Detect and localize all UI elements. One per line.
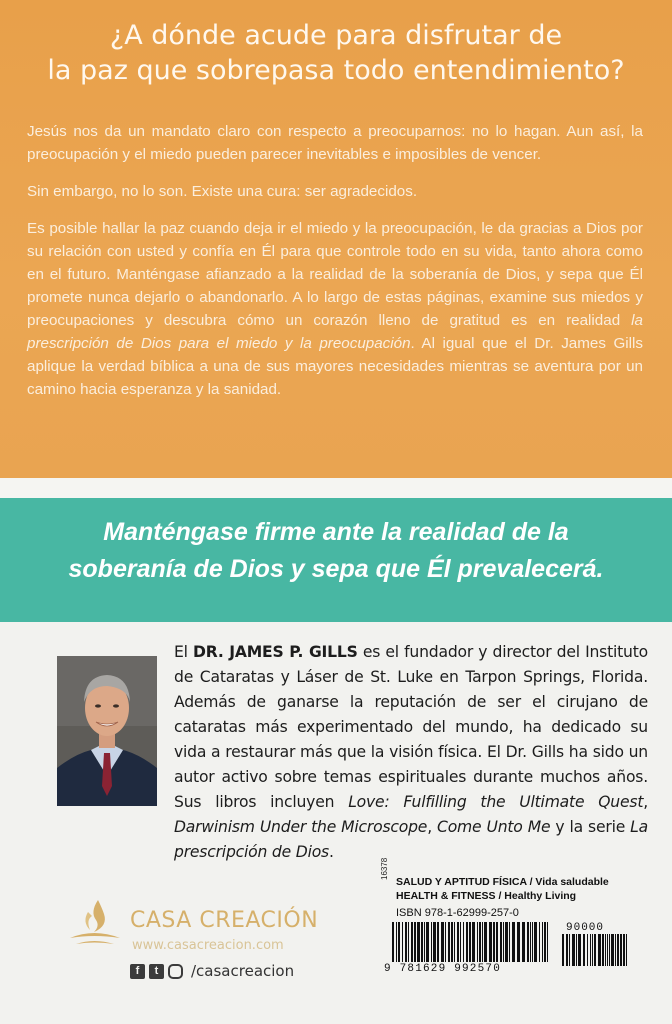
barcode-bar (408, 922, 409, 962)
price-bar (623, 934, 625, 966)
blurb-p3-tail: . Al igual que el Dr. James Gills aplique la verdad bíblica a una de sus mayores necesidades mientras se aventura por un camino hacia esperanza y la sanidad. (27, 335, 643, 398)
price-bar (607, 934, 608, 966)
barcode-bar (441, 922, 444, 962)
price-bar (576, 934, 577, 966)
barcode-bar (493, 922, 495, 962)
barcode-bar (534, 922, 537, 962)
barcode-bar (512, 922, 515, 962)
bio-text-3: . (328, 843, 334, 861)
pull-quote-line-1: Manténgase firme ante la realidad de la (103, 518, 569, 546)
price-bar (598, 934, 601, 966)
barcode-bar (477, 922, 478, 962)
barcode-bar (466, 922, 468, 962)
barcode-bar (414, 922, 416, 962)
book-title-1: Love: Fulfilling the Ultimate Quest (348, 793, 644, 811)
price-bar (566, 934, 568, 966)
headline-line-2: la paz que sobrepasa todo entendimiento? (47, 55, 625, 86)
barcode-bar (482, 922, 483, 962)
barcode-bar (392, 922, 394, 962)
author-photo (57, 656, 157, 806)
price-bar (592, 934, 593, 966)
flame-logo-icon (64, 894, 124, 954)
price-bar (583, 934, 585, 966)
barcode-bar (509, 922, 510, 962)
headline-line-1: ¿A dónde acude para disfrutar de (109, 20, 563, 51)
bio-sep-1: , (643, 793, 648, 811)
barcode-bar (431, 922, 432, 962)
instagram-icon (168, 964, 183, 979)
barcode-bar (479, 922, 481, 962)
price-bar (594, 934, 596, 966)
price-bar (590, 934, 591, 966)
barcode-bar (402, 922, 403, 962)
category-spanish: SALUD Y APTITUD FÍSICA / Vida saludable (396, 876, 609, 888)
barcode-bar (500, 922, 502, 962)
barcode-bar (426, 922, 429, 962)
blurb-paragraph-1: Jesús nos da un mandato claro con respecto a preocuparnos: no lo hagan. Aun así, la preocupación y el miedo pueden parecer inevitables e imposibles de vencer. (27, 123, 643, 163)
barcode-bar (411, 922, 413, 962)
barcode-bar (396, 922, 397, 962)
blurb-p3-title: la prescripción de Dios para el miedo y la preocupación (27, 312, 643, 352)
barcode-bar (532, 922, 533, 962)
barcode-bar (505, 922, 508, 962)
blurb-paragraph-2: Sin embargo, no lo son. Existe una cura: ser agradecidos. (27, 183, 418, 200)
price-bar (572, 934, 575, 966)
social-handle: /casacreacion (191, 962, 295, 980)
barcode-digits: 9 781629 992570 (384, 963, 502, 975)
barcode-bar (522, 922, 525, 962)
divider-strip (0, 478, 672, 498)
isbn: ISBN 978-1-62999-257-0 (396, 907, 519, 919)
barcode-bar (503, 922, 504, 962)
pull-quote-line-2: soberanía de Dios y sepa que Él prevalecerá. (68, 555, 604, 583)
category-english: HEALTH & FITNESS / Healthy Living (396, 890, 577, 902)
price-bar (605, 934, 606, 966)
barcode-bar (530, 922, 531, 962)
product-code: 16378 (380, 857, 389, 880)
barcode-bar (417, 922, 420, 962)
barcode-bar (542, 922, 543, 962)
barcode-bar (544, 922, 546, 962)
barcode-bar (469, 922, 471, 962)
book-title-4: La prescripción de Dios (174, 818, 649, 861)
price-bar (587, 934, 588, 966)
pull-quote (20, 514, 652, 588)
price-bar (617, 934, 619, 966)
publisher-url: www.casacreacion.com (132, 938, 284, 953)
bio-sep-2: , (427, 818, 438, 836)
social-row (130, 962, 294, 980)
barcode-bar (424, 922, 425, 962)
book-title-2: Darwinism Under the Microscope (174, 818, 428, 836)
barcode-bar (437, 922, 439, 962)
barcode-bar (484, 922, 487, 962)
blurb-paragraph-3 (27, 217, 643, 401)
price-bar (569, 934, 570, 966)
bio-prefix: El (174, 643, 193, 661)
barcode-bar (421, 922, 423, 962)
barcode-bar (433, 922, 436, 962)
price-bar (609, 934, 610, 966)
barcode-bar (517, 922, 520, 962)
publisher-name: CASA CREACIÓN (130, 908, 319, 933)
price-bar (578, 934, 581, 966)
barcode-bar (405, 922, 407, 962)
barcode-bar (472, 922, 475, 962)
barcode-bar (496, 922, 498, 962)
barcode-bar (527, 922, 529, 962)
barcode-bar (539, 922, 540, 962)
barcode-bar (445, 922, 446, 962)
barcode-bar (448, 922, 450, 962)
price-code: 90000 (566, 922, 605, 934)
bio-text-1: es el fundador y director del Instituto de Cataratas y Láser de St. Luke en Tarpon Springs, Florida. Además de ganarse la reputación de ser el cirujano de cataratas más experimentado del mundo, ha dedicado su vida a restaurar más que la visión física. El Dr. Gills ha sido un autor activo sobre temas espirituales durante muchos años. Sus libros incluyen (174, 643, 648, 811)
blurb-p3-text: Es posible hallar la paz cuando deja ir el miedo y la preocupación, le da gracias a Dios por su relación con usted y confía en Él para que controle todo en su vida, tanto ahora como en el futuro. Manténgase afianzado a la realidad de la soberanía de Dios, y sepa que Él promete nunca dejarlo o abandonarlo. A lo largo de estas páginas, examine sus miedos y preocupaciones y descubra cómo un corazón lleno de gratitud es en realidad (27, 220, 643, 329)
book-title-3: Come Unto Me (437, 818, 551, 836)
price-bar (562, 934, 564, 966)
headline (20, 18, 652, 88)
author-name: DR. JAMES P. GILLS (193, 643, 358, 661)
barcode-bar (489, 922, 492, 962)
facebook-icon: f (130, 964, 145, 979)
author-bio (174, 640, 648, 865)
barcode-bar (547, 922, 548, 962)
blurb (27, 120, 643, 415)
barcode-bar (454, 922, 455, 962)
price-bar (620, 934, 622, 966)
price-bar (626, 934, 627, 966)
twitter-icon: t (149, 964, 164, 979)
price-bar (615, 934, 616, 966)
bio-text-2: y la serie (550, 818, 631, 836)
barcode-bar (457, 922, 459, 962)
barcode-bar (463, 922, 464, 962)
price-bar (611, 934, 614, 966)
barcode-bar (451, 922, 453, 962)
barcode-bar (460, 922, 461, 962)
price-bar (602, 934, 604, 966)
barcode-bar (398, 922, 400, 962)
